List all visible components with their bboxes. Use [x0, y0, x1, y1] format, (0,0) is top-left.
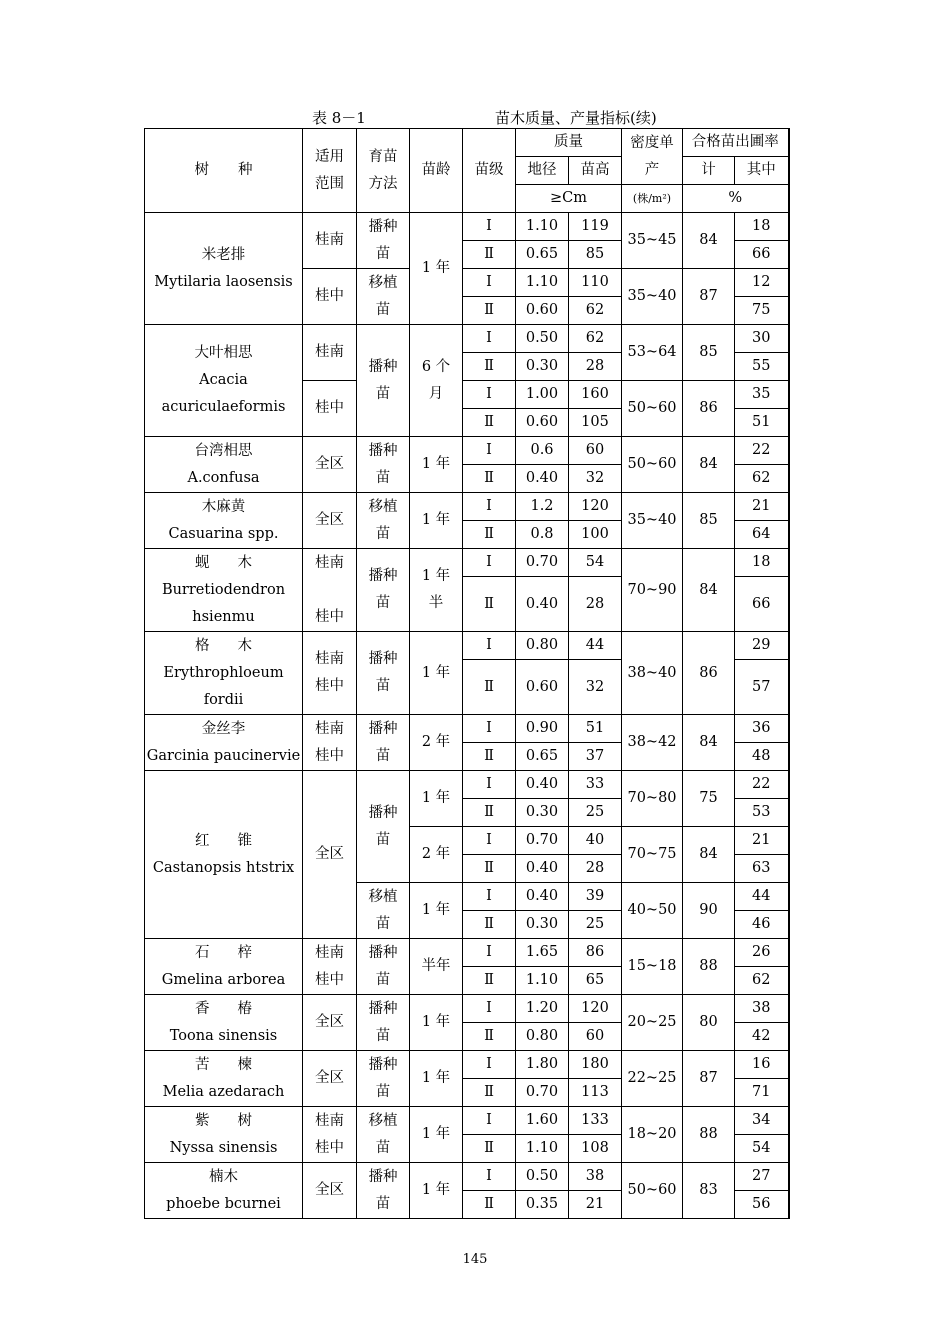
age-cell: 6 个 月 — [410, 325, 463, 437]
age-cell: 1 年 — [410, 1051, 463, 1107]
range-cell: 桂南 — [303, 325, 357, 381]
diameter-cell: 0.90 — [516, 715, 569, 743]
age-cell: 1 年 — [410, 213, 463, 325]
total-cell: 88 — [683, 1107, 735, 1163]
height-cell: 60 — [569, 437, 622, 465]
diameter-cell: 0.80 — [516, 632, 569, 660]
method-cell: 播种 苗 — [357, 1163, 410, 1219]
range-cell: 全区 — [303, 1163, 357, 1219]
diameter-cell: 0.30 — [516, 911, 569, 939]
grade-cell: Ⅱ — [463, 799, 516, 827]
age-cell: 1 年 — [410, 1163, 463, 1219]
method-cell: 播种 苗 — [357, 632, 410, 715]
rate-cell: 56 — [735, 1191, 789, 1219]
method-cell: 移植 苗 — [357, 1107, 410, 1163]
height-cell: 40 — [569, 827, 622, 855]
density-cell: 70~90 — [622, 549, 683, 632]
rate-cell: 63 — [735, 855, 789, 883]
height-cell: 28 — [569, 577, 622, 632]
range-cell: 桂中 — [303, 381, 357, 437]
density-cell: 40~50 — [622, 883, 683, 939]
header-grade: 苗级 — [463, 129, 516, 213]
grade-cell: Ⅱ — [463, 660, 516, 715]
height-cell: 105 — [569, 409, 622, 437]
height-cell: 119 — [569, 213, 622, 241]
diameter-cell: 0.60 — [516, 660, 569, 715]
height-cell: 32 — [569, 465, 622, 493]
method-cell: 播种 苗 — [357, 549, 410, 632]
height-cell: 160 — [569, 381, 622, 409]
rate-cell: 18 — [735, 549, 789, 577]
grade-cell: Ⅰ — [463, 632, 516, 660]
diameter-cell: 1.60 — [516, 1107, 569, 1135]
rate-cell: 62 — [735, 967, 789, 995]
method-cell: 播种 苗 — [357, 939, 410, 995]
method-cell: 播种 苗 — [357, 1051, 410, 1107]
species-name: 苦 楝 Melia azedarach — [145, 1051, 303, 1107]
density-cell: 38~42 — [622, 715, 683, 771]
method-cell: 播种 苗 — [357, 325, 410, 437]
rate-cell: 75 — [735, 297, 789, 325]
diameter-cell: 1.10 — [516, 213, 569, 241]
grade-cell: Ⅱ — [463, 465, 516, 493]
rate-cell: 26 — [735, 939, 789, 967]
species-name: 香 椿 Toona sinensis — [145, 995, 303, 1051]
diameter-cell: 0.6 — [516, 437, 569, 465]
header-species: 树 种 — [145, 129, 303, 213]
rate-cell: 42 — [735, 1023, 789, 1051]
range-cell: 全区 — [303, 437, 357, 493]
diameter-cell: 0.40 — [516, 465, 569, 493]
total-cell: 86 — [683, 632, 735, 715]
height-cell: 120 — [569, 995, 622, 1023]
diameter-cell: 1.20 — [516, 995, 569, 1023]
density-cell: 50~60 — [622, 1163, 683, 1219]
grade-cell: Ⅱ — [463, 855, 516, 883]
rate-cell: 38 — [735, 995, 789, 1023]
header-height: 苗高 — [569, 157, 622, 185]
grade-cell: Ⅰ — [463, 1051, 516, 1079]
diameter-cell: 1.10 — [516, 269, 569, 297]
range-cell: 桂南 桂中 — [303, 549, 357, 632]
rate-cell: 57 — [735, 660, 789, 715]
age-cell: 1 年 — [410, 771, 463, 827]
header-row-1 — [145, 129, 789, 157]
height-cell: 133 — [569, 1107, 622, 1135]
grade-cell: Ⅱ — [463, 409, 516, 437]
density-cell: 15~18 — [622, 939, 683, 995]
height-cell: 51 — [569, 715, 622, 743]
species-name: 红 锥 Castanopsis htstrix — [145, 771, 303, 939]
diameter-cell: 0.8 — [516, 521, 569, 549]
total-cell: 88 — [683, 939, 735, 995]
height-cell: 21 — [569, 1191, 622, 1219]
table-row — [145, 1051, 789, 1079]
density-cell: 20~25 — [622, 995, 683, 1051]
total-cell: 84 — [683, 827, 735, 883]
grade-cell: Ⅱ — [463, 577, 516, 632]
height-cell: 62 — [569, 325, 622, 353]
page-number: 145 — [462, 1252, 488, 1267]
diameter-cell: 0.65 — [516, 743, 569, 771]
density-cell: 18~20 — [622, 1107, 683, 1163]
rate-cell: 29 — [735, 632, 789, 660]
diameter-cell: 0.50 — [516, 1163, 569, 1191]
rate-cell: 35 — [735, 381, 789, 409]
total-cell: 87 — [683, 269, 735, 325]
diameter-cell: 1.10 — [516, 967, 569, 995]
diameter-cell: 0.65 — [516, 241, 569, 269]
total-cell: 84 — [683, 213, 735, 269]
height-cell: 33 — [569, 771, 622, 799]
diameter-cell: 1.00 — [516, 381, 569, 409]
range-cell: 全区 — [303, 1051, 357, 1107]
height-cell: 85 — [569, 241, 622, 269]
header-unit-cm: ≥Cm — [516, 185, 622, 213]
header-density-unit: (株/m²) — [622, 185, 683, 213]
table-row — [145, 1163, 789, 1191]
height-cell: 86 — [569, 939, 622, 967]
diameter-cell: 1.2 — [516, 493, 569, 521]
height-cell: 120 — [569, 493, 622, 521]
grade-cell: Ⅱ — [463, 297, 516, 325]
height-cell: 39 — [569, 883, 622, 911]
total-cell: 85 — [683, 325, 735, 381]
density-cell: 53~64 — [622, 325, 683, 381]
grade-cell: Ⅰ — [463, 715, 516, 743]
rate-cell: 71 — [735, 1079, 789, 1107]
diameter-cell: 0.70 — [516, 1079, 569, 1107]
height-cell: 37 — [569, 743, 622, 771]
grade-cell: Ⅰ — [463, 269, 516, 297]
header-yield: 合格苗出圃率 — [683, 129, 789, 157]
height-cell: 54 — [569, 549, 622, 577]
grade-cell: Ⅱ — [463, 967, 516, 995]
height-cell: 62 — [569, 297, 622, 325]
height-cell: 25 — [569, 799, 622, 827]
header-age: 苗龄 — [410, 129, 463, 213]
density-cell: 50~60 — [622, 381, 683, 437]
age-cell: 2 年 — [410, 827, 463, 883]
height-cell: 113 — [569, 1079, 622, 1107]
rate-cell: 53 — [735, 799, 789, 827]
height-cell: 65 — [569, 967, 622, 995]
rate-cell: 21 — [735, 493, 789, 521]
diameter-cell: 0.60 — [516, 297, 569, 325]
height-cell: 108 — [569, 1135, 622, 1163]
species-name: 紫 树 Nyssa sinensis — [145, 1107, 303, 1163]
rate-cell: 66 — [735, 577, 789, 632]
rate-cell: 36 — [735, 715, 789, 743]
density-cell: 70~75 — [622, 827, 683, 883]
diameter-cell: 0.50 — [516, 325, 569, 353]
method-cell: 播种 苗 — [357, 437, 410, 493]
species-name: 大叶相思 Acacia acuriculaeformis — [145, 325, 303, 437]
density-cell: 22~25 — [622, 1051, 683, 1107]
table-row — [145, 771, 789, 799]
table-row — [145, 1107, 789, 1135]
height-cell: 44 — [569, 632, 622, 660]
header-of-which: 其中 — [735, 157, 789, 185]
grade-cell: Ⅰ — [463, 325, 516, 353]
method-cell: 移植 苗 — [357, 883, 410, 939]
header-total: 计 — [683, 157, 735, 185]
grade-cell: Ⅰ — [463, 771, 516, 799]
grade-cell: Ⅱ — [463, 1191, 516, 1219]
method-cell: 移植 苗 — [357, 493, 410, 549]
diameter-cell: 0.30 — [516, 353, 569, 381]
table-row — [145, 939, 789, 967]
rate-cell: 44 — [735, 883, 789, 911]
diameter-cell: 0.40 — [516, 883, 569, 911]
age-cell: 1 年 — [410, 437, 463, 493]
species-name: 金丝李 Garcinia paucinervie — [145, 715, 303, 771]
height-cell: 28 — [569, 855, 622, 883]
density-cell: 35~40 — [622, 269, 683, 325]
method-cell: 移植 苗 — [357, 269, 410, 325]
total-cell: 90 — [683, 883, 735, 939]
species-name: 木麻黄 Casuarina spp. — [145, 493, 303, 549]
rate-cell: 55 — [735, 353, 789, 381]
grade-cell: Ⅰ — [463, 493, 516, 521]
total-cell: 80 — [683, 995, 735, 1051]
diameter-cell: 0.40 — [516, 577, 569, 632]
grade-cell: Ⅰ — [463, 549, 516, 577]
density-cell: 35~40 — [622, 493, 683, 549]
grade-cell: Ⅱ — [463, 911, 516, 939]
diameter-cell: 1.10 — [516, 1135, 569, 1163]
table-row — [145, 213, 789, 241]
header-range: 适用 范围 — [303, 129, 357, 213]
age-cell: 1 年 — [410, 1107, 463, 1163]
grade-cell: Ⅰ — [463, 883, 516, 911]
grade-cell: Ⅰ — [463, 213, 516, 241]
species-name: 台湾相思 A.confusa — [145, 437, 303, 493]
rate-cell: 18 — [735, 213, 789, 241]
range-cell: 桂中 — [303, 269, 357, 325]
rate-cell: 48 — [735, 743, 789, 771]
header-method: 育苗 方法 — [357, 129, 410, 213]
grade-cell: Ⅱ — [463, 1079, 516, 1107]
range-cell: 全区 — [303, 493, 357, 549]
grade-cell: Ⅱ — [463, 353, 516, 381]
table-row — [145, 549, 789, 577]
range-cell: 桂南 桂中 — [303, 1107, 357, 1163]
height-cell: 32 — [569, 660, 622, 715]
height-cell: 100 — [569, 521, 622, 549]
header-quality: 质量 — [516, 129, 622, 157]
species-name: 格 木 Erythrophloeum fordii — [145, 632, 303, 715]
grade-cell: Ⅰ — [463, 1107, 516, 1135]
grade-cell: Ⅰ — [463, 827, 516, 855]
height-cell: 28 — [569, 353, 622, 381]
range-cell: 桂南 桂中 — [303, 939, 357, 995]
total-cell: 85 — [683, 493, 735, 549]
diameter-cell: 0.40 — [516, 855, 569, 883]
rate-cell: 46 — [735, 911, 789, 939]
grade-cell: Ⅱ — [463, 1135, 516, 1163]
total-cell: 75 — [683, 771, 735, 827]
diameter-cell: 0.30 — [516, 799, 569, 827]
species-name: 石 梓 Gmelina arborea — [145, 939, 303, 995]
total-cell: 84 — [683, 715, 735, 771]
range-cell: 全区 — [303, 995, 357, 1051]
total-cell: 86 — [683, 381, 735, 437]
diameter-cell: 0.70 — [516, 827, 569, 855]
rate-cell: 30 — [735, 325, 789, 353]
rate-cell: 16 — [735, 1051, 789, 1079]
diameter-cell: 0.80 — [516, 1023, 569, 1051]
method-cell: 播种 苗 — [357, 771, 410, 883]
species-name: 蚬 木 Burretiodendron hsienmu — [145, 549, 303, 632]
method-cell: 播种 苗 — [357, 995, 410, 1051]
table-row — [145, 437, 789, 465]
grade-cell: Ⅱ — [463, 1023, 516, 1051]
rate-cell: 22 — [735, 437, 789, 465]
diameter-cell: 1.80 — [516, 1051, 569, 1079]
diameter-cell: 0.35 — [516, 1191, 569, 1219]
age-cell: 1 年 — [410, 883, 463, 939]
height-cell: 180 — [569, 1051, 622, 1079]
age-cell: 2 年 — [410, 715, 463, 771]
height-cell: 25 — [569, 911, 622, 939]
height-cell: 38 — [569, 1163, 622, 1191]
grade-cell: Ⅰ — [463, 437, 516, 465]
rate-cell: 62 — [735, 465, 789, 493]
seedling-quality-table — [144, 128, 790, 1219]
grade-cell: Ⅰ — [463, 1163, 516, 1191]
density-cell: 35~45 — [622, 213, 683, 269]
grade-cell: Ⅱ — [463, 521, 516, 549]
rate-cell: 54 — [735, 1135, 789, 1163]
grade-cell: Ⅱ — [463, 241, 516, 269]
density-cell: 70~80 — [622, 771, 683, 827]
grade-cell: Ⅰ — [463, 995, 516, 1023]
rate-cell: 64 — [735, 521, 789, 549]
table-title: 苗木质量、产量指标(续) — [495, 109, 657, 127]
table-row — [145, 493, 789, 521]
grade-cell: Ⅱ — [463, 743, 516, 771]
age-cell: 1 年 半 — [410, 549, 463, 632]
table-number: 表 8－1 — [312, 109, 366, 127]
range-cell: 全区 — [303, 771, 357, 939]
age-cell: 1 年 — [410, 632, 463, 715]
header-percent: % — [683, 185, 789, 213]
header-diameter: 地径 — [516, 157, 569, 185]
age-cell: 1 年 — [410, 493, 463, 549]
total-cell: 87 — [683, 1051, 735, 1107]
diameter-cell: 0.60 — [516, 409, 569, 437]
species-name: 米老排 Mytilaria laosensis — [145, 213, 303, 325]
grade-cell: Ⅰ — [463, 381, 516, 409]
rate-cell: 34 — [735, 1107, 789, 1135]
height-cell: 60 — [569, 1023, 622, 1051]
rate-cell: 51 — [735, 409, 789, 437]
diameter-cell: 1.65 — [516, 939, 569, 967]
age-cell: 半年 — [410, 939, 463, 995]
total-cell: 84 — [683, 437, 735, 493]
grade-cell: Ⅰ — [463, 939, 516, 967]
rate-cell: 27 — [735, 1163, 789, 1191]
table-row — [145, 715, 789, 743]
total-cell: 83 — [683, 1163, 735, 1219]
height-cell: 110 — [569, 269, 622, 297]
table-row — [145, 325, 789, 353]
method-cell: 播种 苗 — [357, 715, 410, 771]
table-row — [145, 632, 789, 660]
species-name: 楠木 phoebe bcurnei — [145, 1163, 303, 1219]
rate-cell: 12 — [735, 269, 789, 297]
range-cell: 桂南 桂中 — [303, 715, 357, 771]
header-density: 密度单 产 — [622, 129, 683, 185]
rate-cell: 21 — [735, 827, 789, 855]
range-cell: 桂南 — [303, 213, 357, 269]
range-cell: 桂南 桂中 — [303, 632, 357, 715]
table-row — [145, 995, 789, 1023]
rate-cell: 66 — [735, 241, 789, 269]
age-cell: 1 年 — [410, 995, 463, 1051]
rate-cell: 22 — [735, 771, 789, 799]
diameter-cell: 0.40 — [516, 771, 569, 799]
method-cell: 播种 苗 — [357, 213, 410, 269]
diameter-cell: 0.70 — [516, 549, 569, 577]
total-cell: 84 — [683, 549, 735, 632]
density-cell: 38~40 — [622, 632, 683, 715]
density-cell: 50~60 — [622, 437, 683, 493]
